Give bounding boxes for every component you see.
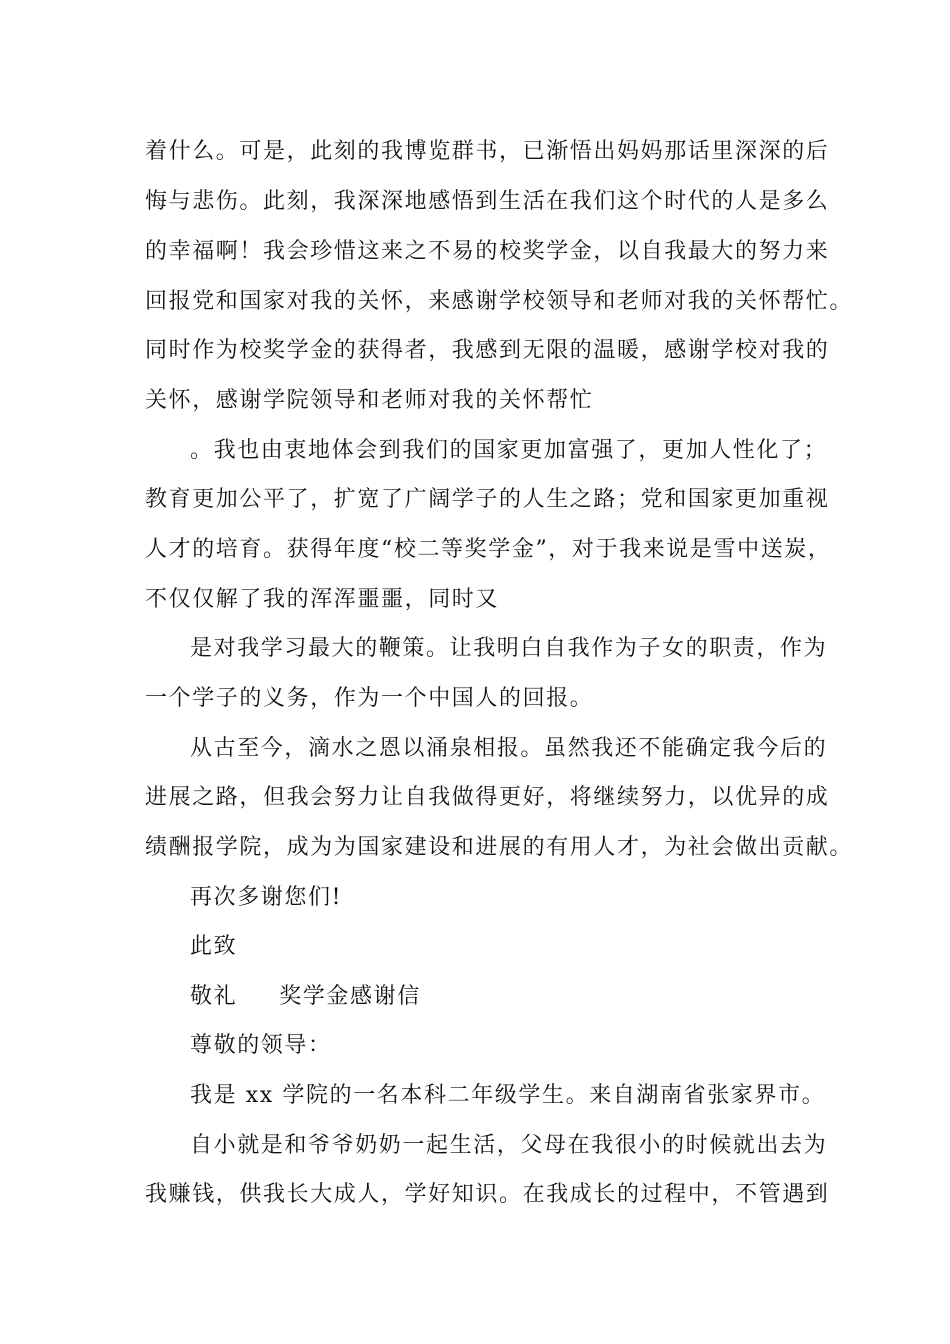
paragraph-line: 从古至今，滴水之恩以涌泉相报。虽然我还不能确定我今后的 (190, 736, 828, 761)
paragraph-line: 教育更加公平了，扩宽了广阔学子的人生之路；党和国家更加重视 (145, 487, 830, 512)
paragraph-line: 我赚钱，供我长大成人，学好知识。在我成长的过程中，不管遇到 (145, 1182, 830, 1207)
paragraph-line: 着什么。可是，此刻的我博览群书，已渐悟出妈妈那话里深深的后 (145, 139, 830, 164)
paragraph-line: 。我也由衷地体会到我们的国家更加富强了，更加人性化了； (190, 438, 828, 463)
paragraph-line: 是对我学习最大的鞭策。让我明白自我作为子女的职责，作为 (190, 636, 828, 661)
paragraph-line: 的幸福啊！我会珍惜这来之不易的校奖学金，以自我最大的努力来 (145, 239, 830, 264)
paragraph-line: 人才的培育。获得年度“校二等奖学金”，对于我来说是雪中送炭， (145, 537, 832, 562)
closing-salutation: 此致 (190, 934, 238, 959)
letter-title: 奖学金感谢信 (279, 984, 421, 1009)
closing-thanks: 再次多谢您们! (190, 885, 343, 910)
paragraph-line: 不仅仅解了我的浑浑噩噩，同时又 (145, 587, 500, 612)
paragraph-line: 自小就是和爷爷奶奶一起生活，父母在我很小的时候就出去为 (190, 1133, 828, 1158)
paragraph-line: 一个学子的义务，作为一个中国人的回报。 (145, 686, 594, 711)
paragraph-line: 同时作为校奖学金的获得者，我感到无限的温暖，感谢学校对我的 (145, 338, 830, 363)
paragraph-line: 悔与悲伤。此刻，我深深地感悟到生活在我们这个时代的人是多么 (145, 189, 830, 214)
greeting: 尊敬的领导： (190, 1033, 332, 1058)
paragraph-line: 关怀，感谢学院领导和老师对我的关怀帮忙 (145, 388, 594, 413)
paragraph-line: 我是 xx 学院的一名本科二年级学生。来自湖南省张家界市。 (190, 1083, 826, 1108)
paragraph-line: 绩酬报学院，成为为国家建设和进展的有用人才，为社会做出贡献。 (145, 835, 854, 860)
paragraph-line: 回报党和国家对我的关怀，来感谢学校领导和老师对我的关怀帮忙。 (145, 289, 854, 314)
closing-regards: 敬礼 (190, 984, 238, 1009)
closing-regards-and-title (190, 982, 830, 1012)
paragraph-line: 进展之路，但我会努力让自我做得更好，将继续努力，以优异的成 (145, 785, 830, 810)
